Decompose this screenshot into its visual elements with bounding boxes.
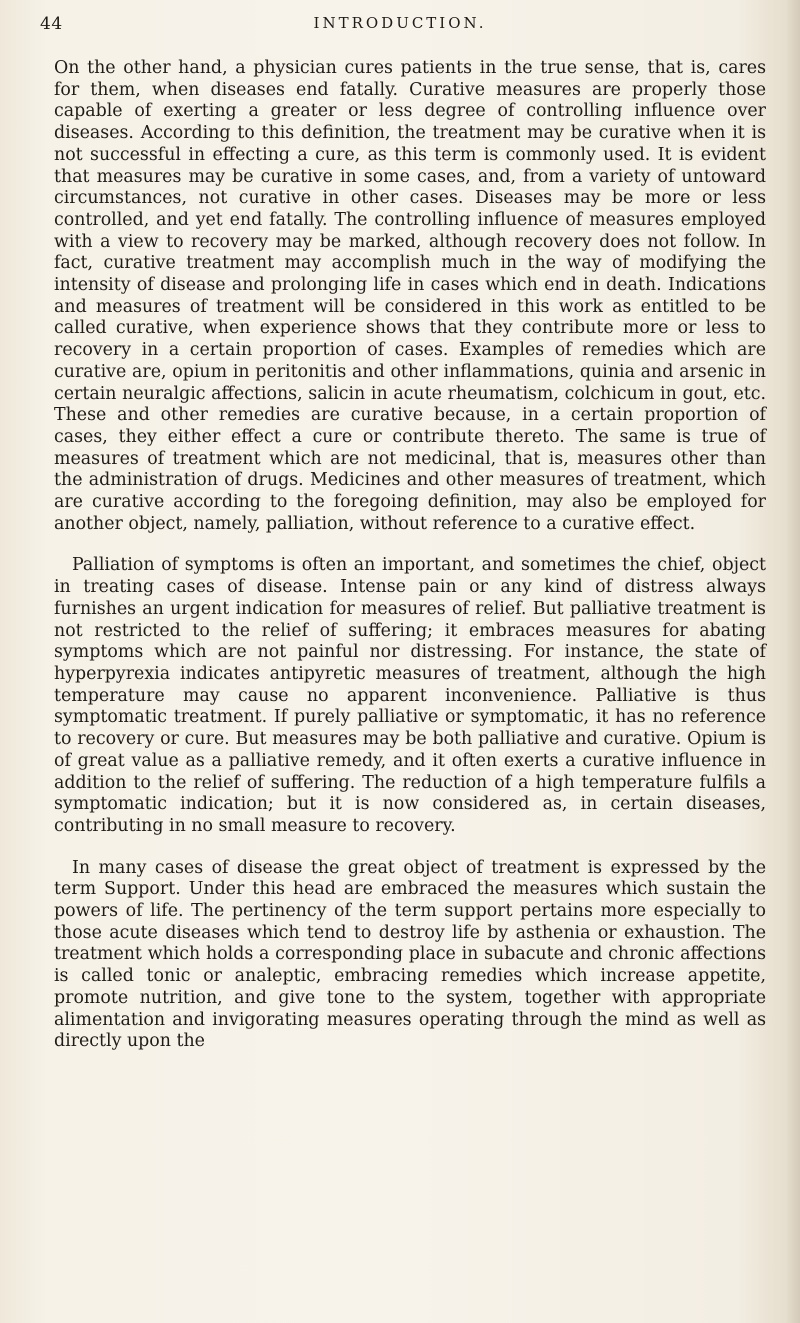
page-body (54, 58, 766, 1053)
paragraph-curative-measures: On the other hand, a physician cures patients in the true sense, that is, cares for them, when diseases end fatally. Curative measures are properly those capable of exerting a greater or less degree of controlling influence over diseases. According to this definition, the treatment may be curative when it is not successful in effecting a cure, as this term is commonly used. It is evident that measures may be curative in some cases, and, from a variety of untoward circumstances, not curative in other cases. Diseases may be more or less controlled, and yet end fatally. The controlling influence of measures employed with a view to recovery may be marked, although recovery does not follow. In fact, curative treatment may accomplish much in the way of modifying the intensity of disease and prolonging life in cases which end in death. Indications and measures of treatment will be considered in this work as entitled to be called curative, when experience shows that they contribute more or less to recovery in a certain proportion of cases. Examples of remedies which are curative are, opium in peritonitis and other inflammations, quinia and arsenic in certain neuralgic affections, salicin in acute rheumatism, colchicum in gout, etc. These and other remedies are curative because, in a certain proportion of cases, they either effect a cure or contribute thereto. The same is true of measures of treatment which are not medicinal, that is, measures other than the administration of drugs. Medicines and other measures of treatment, which are curative according to the foregoing definition, may also be employed for another object, namely, palliation, without reference to a curative effect. (54, 58, 766, 534)
page-number: 44 (40, 14, 63, 34)
page-header (0, 14, 800, 44)
page-edge-shadow (786, 0, 800, 1323)
running-title: INTRODUCTION. (313, 14, 487, 32)
paragraph-palliation: Palliation of symptoms is often an important, and sometimes the chief, object in treating cases of disease. Intense pain or any kind of distress always furnishes an urgent indication for measures of relief. But palliative treatment is not restricted to the relief of suffering; it embraces measures for abating symptoms which are not painful nor distressing. For instance, the state of hyperpyrexia indicates antipyretic measures of treatment, although the high temperature may cause no apparent inconvenience. Palliative is thus symptomatic treatment. If purely palliative or symptomatic, it has no reference to recovery or cure. But measures may be both palliative and curative. Opium is of great value as a palliative remedy, and it often exerts a curative influence in addition to the relief of suffering. The reduction of a high temperature fulfils a symptomatic indication; but it is now considered as, in certain diseases, contributing in no small measure to recovery. (54, 555, 766, 836)
paragraph-support: In many cases of disease the great object of treatment is expressed by the term Support. Under this head are embraced the measures which sustain the powers of life. The pertinency of the term support pertains more especially to those acute diseases which tend to destroy life by asthenia or exhaustion. The treatment which holds a corresponding place in subacute and chronic affections is called tonic or analeptic, embracing remedies which increase appetite, promote nutrition, and give tone to the system, together with appropriate alimentation and invigorating measures operating through the mind as well as directly upon the (54, 857, 766, 1052)
